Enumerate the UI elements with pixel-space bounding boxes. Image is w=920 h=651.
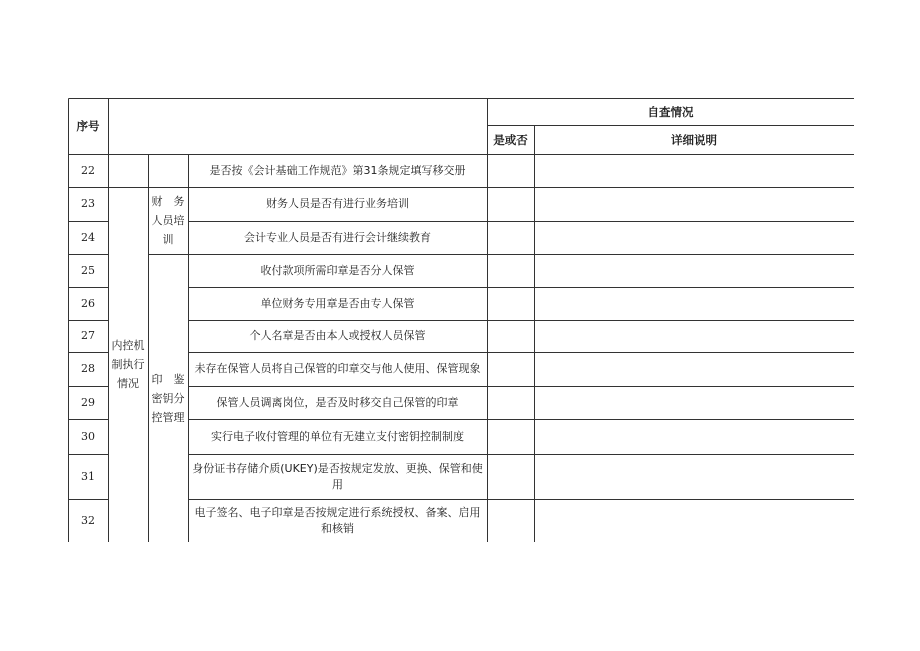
row-item: 电子签名、电子印章是否按规定进行系统授权、备案、启用和核销 [194,505,481,535]
row-item: 收付款项所需印章是否分人保管 [260,263,415,277]
row-item: 身份证书存储介质(UKEY)是否按规定发放、更换、保管和使用 [192,461,483,491]
row-detail [534,287,854,320]
category-internal-control: 内控机 制执行 情况 [111,339,145,390]
header-self-check: 自查情况 [647,104,694,119]
row-item: 是否按《会计基础工作规范》第31条规定填写移交册 [209,163,466,177]
inspection-table [68,98,854,542]
header-detail: 详细说明 [671,132,717,147]
row-yes-no [487,287,534,320]
row-yes-no [487,419,534,454]
row-yes-no [487,254,534,287]
row-item: 会计专业人员是否有进行会计继续教育 [244,230,431,244]
row-yes-no [487,320,534,352]
row-detail [534,187,854,221]
row-detail [534,254,854,287]
row-number: 30 [81,429,95,443]
row-detail [534,454,854,499]
row-yes-no [487,454,534,499]
row-detail [534,499,854,542]
row-yes-no [487,499,534,542]
row-item: 未存在保管人员将自己保管的印章交与他人使用、保管现象 [194,362,481,375]
category-seal-key-management: 印 鉴 密钥分 控管理 [151,372,185,424]
row-number: 27 [81,329,95,342]
row-number: 29 [81,395,95,409]
row-number: 31 [81,469,95,483]
row-item: 个人名章是否由本人或授权人员保管 [249,329,426,342]
row-detail [534,154,854,187]
row-yes-no [487,187,534,221]
row-number: 22 [81,163,95,177]
row-number: 24 [81,230,95,244]
header-yes-no: 是或否 [493,132,528,147]
row-detail [534,419,854,454]
row-yes-no [487,221,534,254]
row-number: 25 [81,263,95,277]
row-number: 28 [81,362,95,375]
row-detail [534,320,854,352]
row-item: 保管人员调离岗位，是否及时移交自己保管的印章 [216,395,459,409]
row-item: 单位财务专用章是否由专人保管 [260,296,415,310]
row-number: 26 [81,296,95,310]
row-yes-no [487,154,534,187]
row-yes-no [487,386,534,419]
row-detail [534,221,854,254]
row-item: 财务人员是否有进行业务培训 [266,197,409,210]
category-finance-training: 财 务 人员培 训 [151,195,185,246]
row-yes-no [487,352,534,386]
row-detail [534,386,854,419]
row-detail [534,352,854,386]
header-seq: 序号 [76,119,100,133]
row-number: 23 [81,197,95,210]
row-item: 实行电子收付管理的单位有无建立支付密钥控制制度 [211,429,464,443]
row-number: 32 [81,513,95,527]
